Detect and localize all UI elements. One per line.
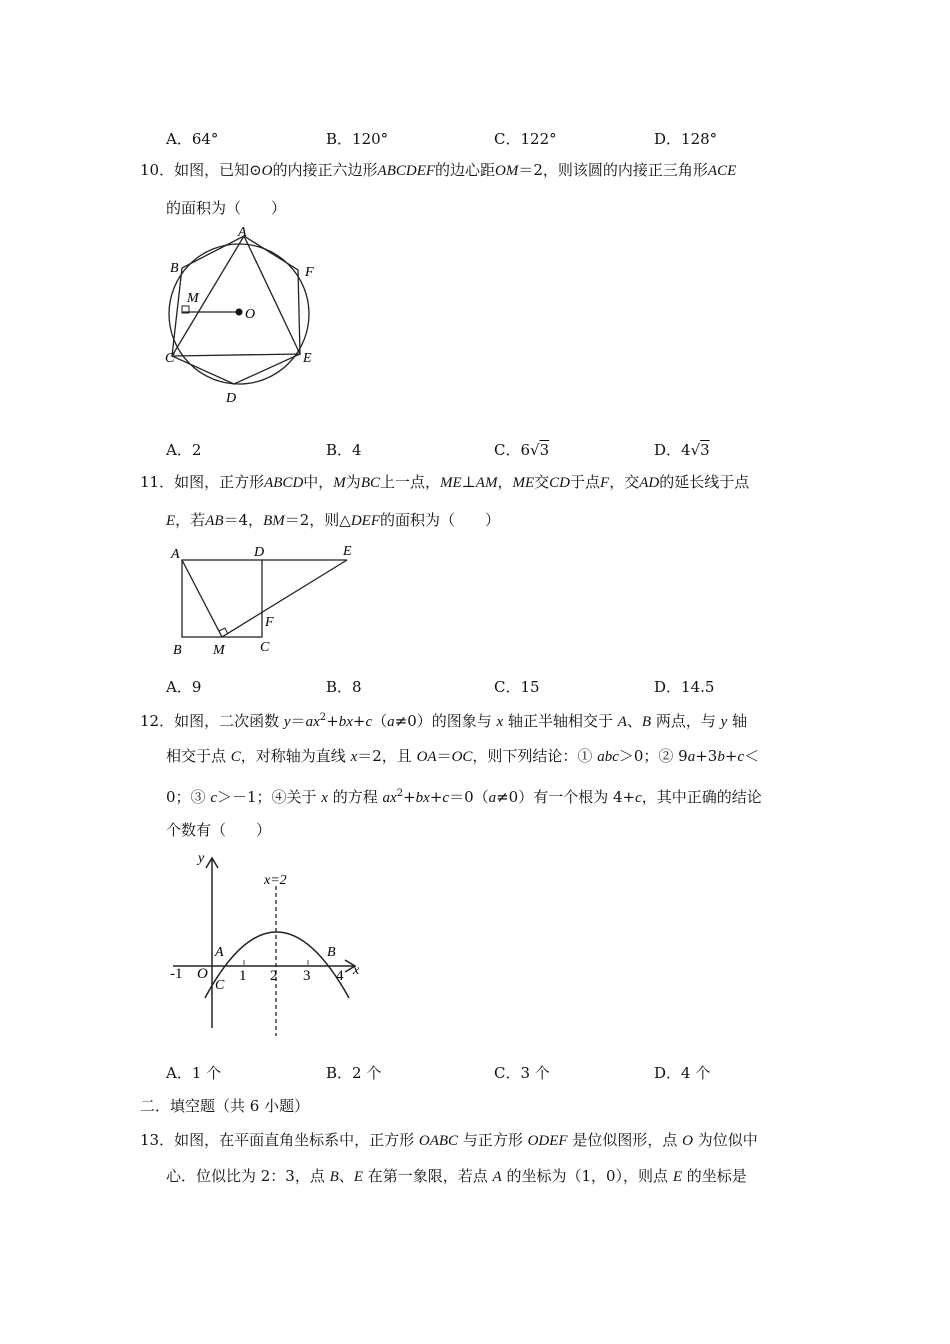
q12-label-b: B — [327, 945, 336, 960]
q12-label-y: y — [198, 851, 205, 866]
q12-tick-label-3: 3 — [303, 968, 311, 984]
q10-stem-line2: 的面积为（ ） — [166, 199, 287, 217]
q11-segment-am — [182, 560, 222, 637]
q12-option-c[interactable]: C．3 个 — [494, 1064, 550, 1082]
q12-option-d[interactable]: D．4 个 — [654, 1064, 711, 1082]
q10-label-a: A — [238, 225, 247, 240]
q11-square — [182, 560, 262, 637]
q12-tick-label-1: 1 — [239, 968, 247, 984]
q11-label-m: M — [213, 643, 225, 658]
q11-label-d: D — [254, 545, 265, 560]
q12-tick-label-neg1: -1 — [170, 966, 183, 982]
q12-stem-line1: 12．如图，二次函数 $y=ax^2+bx+c(a\ne 0)$的图象与 x 轴正半轴相交于 A、B 两点，与 y 轴 — [140, 712, 748, 730]
q11-stem-line2: E，若AB＝4，BM＝2，则△DEF的面积为（ ） — [166, 511, 501, 529]
q10-stem-line1: 10．如图，已知⊙O的内接正六边形ABCDEF的边心距OM＝2，则该圆的内接正三角形ACE — [140, 161, 737, 179]
q12-parabola — [205, 932, 349, 998]
q10-label-d: D — [226, 391, 237, 406]
q11-option-d[interactable]: D．14.5 — [654, 678, 715, 696]
q10-label-f: F — [305, 265, 314, 280]
q11-label-c: C — [260, 640, 270, 655]
sqrt-icon: √ — [530, 441, 540, 459]
q12-label-c: C — [215, 978, 225, 993]
q9-option-b[interactable]: B．120° — [326, 130, 389, 148]
q9-option-a[interactable]: A．64° — [166, 130, 219, 148]
q12-stem-line2: 相交于点 C，对称轴为直线 x＝2，且 OA＝OC，则下列结论：① abc＞0；② 9a+3b+c＜ — [166, 747, 760, 765]
q10-option-a[interactable]: A．2 — [166, 441, 202, 459]
q12-tick-label-4: 4 — [336, 968, 344, 984]
sqrt-icon: √ — [690, 441, 701, 459]
q9-option-c[interactable]: C．122° — [494, 130, 557, 148]
q11-figure — [165, 538, 365, 663]
q12-tick-label-2: 2 — [270, 968, 278, 984]
q11-label-f: F — [265, 615, 274, 630]
q10-option-c[interactable]: C．6√3 — [494, 441, 550, 459]
q11-option-c[interactable]: C．15 — [494, 678, 540, 696]
q13-stem-line1: 13．如图，在平面直角坐标系中，正方形 OABC 与正方形 ODEF 是位似图形，点 O 为位似中 — [140, 1131, 758, 1149]
q13-stem-line2: 心．位似比为 2：3，点 B、E 在第一象限，若点 A 的坐标为（1，0），则点 E 的坐标是 — [166, 1167, 747, 1185]
q10-label-m: M — [187, 291, 199, 306]
q12-label-a: A — [215, 945, 224, 960]
q10-label-b: B — [170, 261, 179, 276]
q12-option-a[interactable]: A．1 个 — [166, 1064, 222, 1082]
q12-figure — [165, 846, 375, 1036]
q11-label-b: B — [173, 643, 182, 658]
q11-stem-line1: 11．如图，正方形ABCD中，M为BC上一点，ME⊥AM，ME交CD于点F，交AD的延长线于点 — [140, 473, 750, 491]
q10-figure — [160, 222, 320, 412]
q10-center-dot — [236, 309, 243, 316]
q12-label-x: x — [353, 963, 360, 978]
q10-option-b[interactable]: B．4 — [326, 441, 362, 459]
q10-label-e: E — [303, 351, 312, 366]
q10-option-d[interactable]: D．4√3 — [654, 441, 710, 459]
q11-label-a: A — [171, 547, 180, 562]
section2-title: 二．填空题（共 6 小题） — [140, 1097, 310, 1115]
q12-stem-line3: 0；③ c＞－1；④关于 x 的方程 $ax^2+bx+c=0(a\ne 0)$有一个根为 4+c，其中正确的结论 — [166, 788, 762, 806]
q10-label-c: C — [165, 351, 175, 366]
q12-option-b[interactable]: B．2 个 — [326, 1064, 382, 1082]
q11-option-b[interactable]: B．8 — [326, 678, 362, 696]
q11-option-a[interactable]: A．9 — [166, 678, 202, 696]
q12-stem-line4: 个数有（ ） — [166, 821, 272, 839]
q12-label-sym: x=2 — [264, 873, 287, 888]
q11-label-e: E — [343, 544, 352, 559]
q11-segment-me — [222, 560, 347, 637]
q12-label-o: O — [197, 966, 208, 982]
q9-option-d[interactable]: D．128° — [654, 130, 718, 148]
q10-label-o: O — [245, 307, 256, 322]
